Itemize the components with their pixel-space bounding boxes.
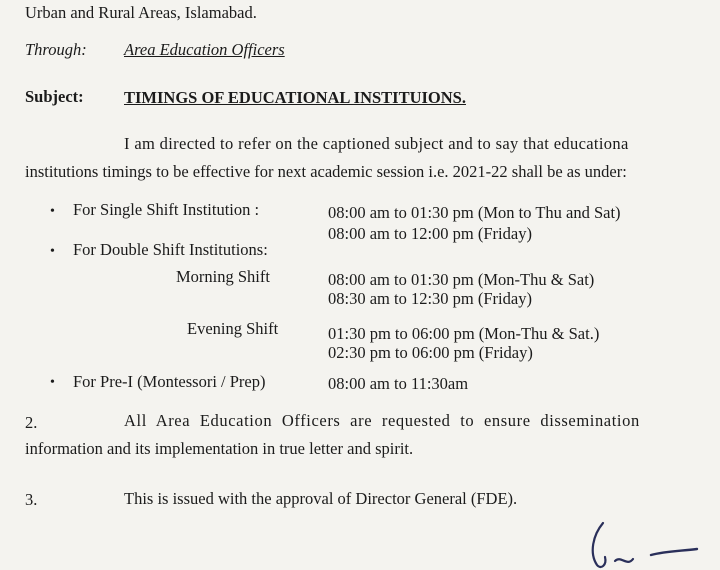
- double-shift-label: For Double Shift Institutions:: [73, 240, 268, 259]
- bullet-icon: •: [50, 244, 55, 259]
- para-3-number: 3.: [25, 490, 38, 509]
- bullet-icon: •: [50, 375, 55, 390]
- para-3-text: This is issued with the approval of Director General (FDE).: [124, 489, 518, 508]
- para-2-number: 2.: [25, 413, 38, 432]
- single-shift-time-2: 08:00 am to 12:00 pm (Friday): [328, 224, 532, 243]
- evening-shift-time-2: 02:30 pm to 06:00 pm (Friday): [328, 343, 533, 362]
- signature-mark: [585, 515, 705, 570]
- through-value: Area Education Officers: [124, 40, 285, 59]
- single-shift-label: For Single Shift Institution :: [73, 200, 260, 219]
- evening-shift-time-1: 01:30 pm to 06:00 pm (Mon-Thu & Sat.): [328, 324, 600, 343]
- morning-shift-label: Morning Shift: [176, 267, 270, 286]
- morning-shift-time-2: 08:30 am to 12:30 pm (Friday): [328, 289, 532, 308]
- single-shift-time-1: 08:00 am to 01:30 pm (Mon to Thu and Sat): [328, 203, 621, 222]
- intro-line-2: institutions timings to be effective for next academic session i.e. 2021-22 shall be as under:: [25, 162, 627, 181]
- bullet-icon: •: [50, 204, 55, 219]
- prep-time: 08:00 am to 11:30am: [328, 374, 469, 393]
- subject-label: Subject:: [25, 87, 84, 106]
- para-2-line-2: information and its implementation in true letter and spirit.: [25, 439, 414, 458]
- through-label: Through:: [25, 40, 87, 59]
- para-2-line-1: All Area Education Officers are requested to ensure dissemination: [124, 411, 640, 430]
- morning-shift-time-1: 08:00 am to 01:30 pm (Mon-Thu & Sat): [328, 270, 595, 289]
- prep-label: For Pre-I (Montessori / Prep): [73, 372, 266, 391]
- subject-title: TIMINGS OF EDUCATIONAL INSTITUIONS.: [124, 88, 466, 107]
- evening-shift-label: Evening Shift: [187, 319, 279, 338]
- intro-line-1: I am directed to refer on the captioned subject and to say that educationa: [124, 134, 629, 153]
- address-line: Urban and Rural Areas, Islamabad.: [25, 3, 257, 22]
